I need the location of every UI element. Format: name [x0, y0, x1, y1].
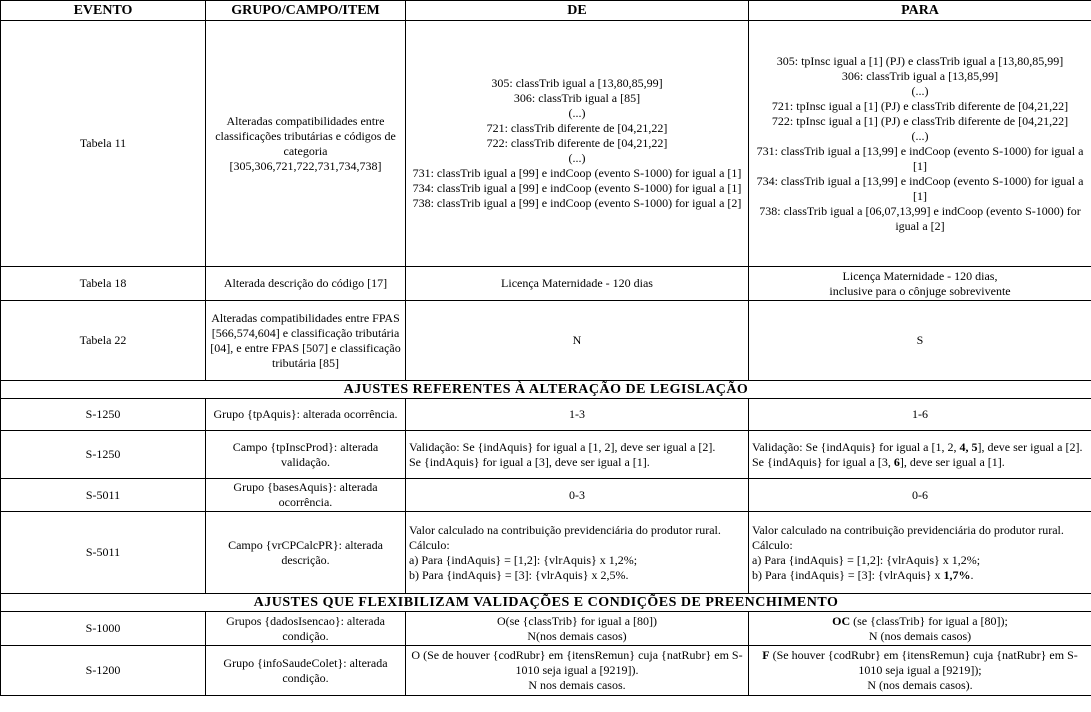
bold-run: OC: [832, 613, 851, 628]
para-cell: [749, 612, 1091, 646]
para-cell: [749, 267, 1091, 301]
para-line: [752, 614, 1088, 629]
text-run: .: [970, 567, 974, 582]
evento-cell: S-1000: [1, 612, 206, 646]
de-cell: [406, 431, 749, 479]
grupo-cell: Grupos {dadosIsencao}: alterada condição.: [206, 612, 406, 646]
grupo-cell: Alterada descrição do código [17]: [206, 267, 406, 301]
para-line: (...): [911, 128, 929, 143]
text-run: Validação: Se {indAquis} for igual a [1, 2,: [752, 439, 960, 454]
para-line: Cálculo:: [752, 537, 793, 552]
de-line: a) Para {indAquis} = [1,2]: {vlrAquis} x 1,2%;: [409, 552, 638, 567]
evento-cell: S-5011: [1, 512, 206, 594]
para-line: Valor calculado na contribuição previdenciária do produtor rural.: [752, 522, 1064, 537]
de-cell: N: [406, 301, 749, 381]
de-line: 722: classTrib diferente de [04,21,22]: [486, 136, 668, 150]
de-line: Se {indAquis} for igual a [3], deve ser igual a [1].: [409, 454, 650, 469]
de-cell: [406, 612, 749, 646]
para-cell: [749, 512, 1091, 594]
para-line: [752, 440, 1088, 455]
de-line: 731: classTrib igual a [99] e indCoop (evento S-1000) for igual a [1]: [412, 166, 742, 180]
para-line: inclusive para o cônjuge sobrevivente: [829, 283, 1011, 298]
table-row: [1, 267, 1091, 301]
grupo-cell: Campo {tpInscProd}: alterada validação.: [206, 431, 406, 479]
para-line: [752, 648, 1088, 678]
para-line: 734: classTrib igual a [13,99] e indCoop (evento S-1000) for igual a [1]: [756, 173, 1084, 203]
bold-run: F: [762, 648, 770, 662]
text-run: (Se houver {codRubr} em {itensRemun} cuja {natRubr} em S-1010 seja igual a [9219]);: [769, 648, 1078, 677]
para-line: N (nos demais casos): [868, 628, 972, 643]
para-line: Licença Maternidade - 120 dias,: [842, 268, 998, 283]
header-evento: EVENTO: [1, 1, 206, 21]
de-line: 721: classTrib diferente de [04,21,22]: [486, 121, 668, 135]
table-row: [1, 612, 1091, 646]
grupo-cell: Grupo {infoSaudeColet}: alterada condição.: [206, 646, 406, 696]
para-line: 306: classTrib igual a [13,85,99]: [841, 68, 999, 83]
para-line: [752, 455, 1088, 470]
para-line: 305: tpInsc igual a [1] (PJ) e classTrib igual a [13,80,85,99]: [776, 53, 1064, 68]
de-line: (...): [568, 151, 586, 165]
de-line: b) Para {indAquis} = [3]: {vlrAquis} x 2,5%.: [409, 567, 629, 582]
text-run: Se {indAquis} for igual a [3,: [752, 454, 894, 469]
de-line: N nos demais casos.: [528, 678, 626, 692]
para-line: a) Para {indAquis} = [1,2]: {vlrAquis} x 1,2%;: [752, 552, 981, 567]
header-de: DE: [406, 1, 749, 21]
header-grupo: GRUPO/CAMPO/ITEM: [206, 1, 406, 21]
table-row: [1, 301, 1091, 381]
table-row: [1, 431, 1091, 479]
bold-run: 1,7%: [943, 567, 971, 582]
evento-cell: S-1250: [1, 399, 206, 431]
grupo-cell: Grupo {basesAquis}: alterada ocorrência.: [206, 479, 406, 512]
text-run: ], deve ser igual a [1].: [899, 454, 1005, 469]
para-cell: [749, 21, 1091, 267]
evento-cell: Tabela 22: [1, 301, 206, 381]
de-line: 305: classTrib igual a [13,80,85,99]: [491, 76, 663, 90]
grupo-cell: Campo {vrCPCalcPR}: alterada descrição.: [206, 512, 406, 594]
de-line: 734: classTrib igual a [99] e indCoop (evento S-1000) for igual a [1]: [412, 181, 742, 195]
de-cell: [406, 512, 749, 594]
de-line: O (Se de houver {codRubr} em {itensRemun} cuja {natRubr} em S-1010 seja igual a [9219]).: [411, 648, 743, 677]
table-row: [1, 512, 1091, 594]
de-line: Valor calculado na contribuição previdenciária do produtor rural.: [409, 522, 721, 537]
section-heading: AJUSTES REFERENTES À ALTERAÇÃO DE LEGISLAÇÃO: [1, 381, 1091, 399]
table-row: [1, 646, 1091, 696]
grupo-cell: Alteradas compatibilidades entre FPAS [566,574,604] e classificação tributária [04], e entre FPAS [507] e classificação tributária [85]: [206, 301, 406, 381]
de-cell: 0-3: [406, 479, 749, 512]
bold-run: 4, 5: [959, 439, 978, 454]
para-line: 731: classTrib igual a [13,99] e indCoop (evento S-1000) for igual a [1]: [756, 143, 1084, 173]
header-para: PARA: [749, 1, 1091, 21]
table-row: [1, 399, 1091, 431]
section-row: [1, 594, 1091, 612]
de-line: (...): [568, 106, 586, 120]
para-line: 738: classTrib igual a [06,07,13,99] e indCoop (evento S-1000) for igual a [2]: [759, 203, 1081, 233]
grupo-cell: Grupo {tpAquis}: alterada ocorrência.: [206, 399, 406, 431]
evento-cell: S-1200: [1, 646, 206, 696]
para-line: 722: tpInsc igual a [1] (PJ) e classTrib diferente de [04,21,22]: [771, 113, 1069, 128]
de-cell: Licença Maternidade - 120 dias: [406, 267, 749, 301]
evento-cell: Tabela 11: [1, 21, 206, 267]
section-heading: AJUSTES QUE FLEXIBILIZAM VALIDAÇÕES E CONDIÇÕES DE PREENCHIMENTO: [1, 594, 1091, 612]
section-row: [1, 381, 1091, 399]
para-line: N (nos demais casos).: [867, 678, 973, 692]
para-cell: [749, 646, 1091, 696]
table-row: [1, 21, 1091, 267]
para-cell: [749, 431, 1091, 479]
table-row: [1, 479, 1091, 512]
de-cell: [406, 21, 749, 267]
bold-run: 6: [893, 454, 900, 469]
de-line: O(se {classTrib} for igual a [80]): [496, 613, 658, 628]
grupo-cell: Alteradas compatibilidades entre classificações tributárias e códigos de categoria [305,306,721,722,731,734,738]: [206, 21, 406, 267]
evento-cell: S-1250: [1, 431, 206, 479]
de-cell: [406, 646, 749, 696]
para-line: 721: tpInsc igual a [1] (PJ) e classTrib diferente de [04,21,22]: [771, 98, 1069, 113]
para-line: (...): [911, 83, 929, 98]
text-run: b) Para {indAquis} = [3]: {vlrAquis} x: [752, 567, 944, 582]
de-line: 738: classTrib igual a [99] e indCoop (evento S-1000) for igual a [2]: [412, 196, 742, 210]
evento-cell: S-5011: [1, 479, 206, 512]
para-cell: S: [749, 301, 1091, 381]
de-line: 306: classTrib igual a [85]: [513, 91, 641, 105]
text-run: (se {classTrib} for igual a [80]);: [850, 613, 1008, 628]
de-cell: 1-3: [406, 399, 749, 431]
de-line: N(nos demais casos): [527, 628, 627, 643]
de-line: Cálculo:: [409, 537, 450, 552]
de-line: Validação: Se {indAquis} for igual a [1, 2], deve ser igual a [2].: [409, 439, 716, 454]
para-cell: 1-6: [749, 399, 1091, 431]
header-row: [1, 1, 1091, 21]
evento-cell: Tabela 18: [1, 267, 206, 301]
para-line: [752, 568, 1088, 583]
para-cell: 0-6: [749, 479, 1091, 512]
text-run: ], deve ser igual a [2].: [977, 439, 1083, 454]
